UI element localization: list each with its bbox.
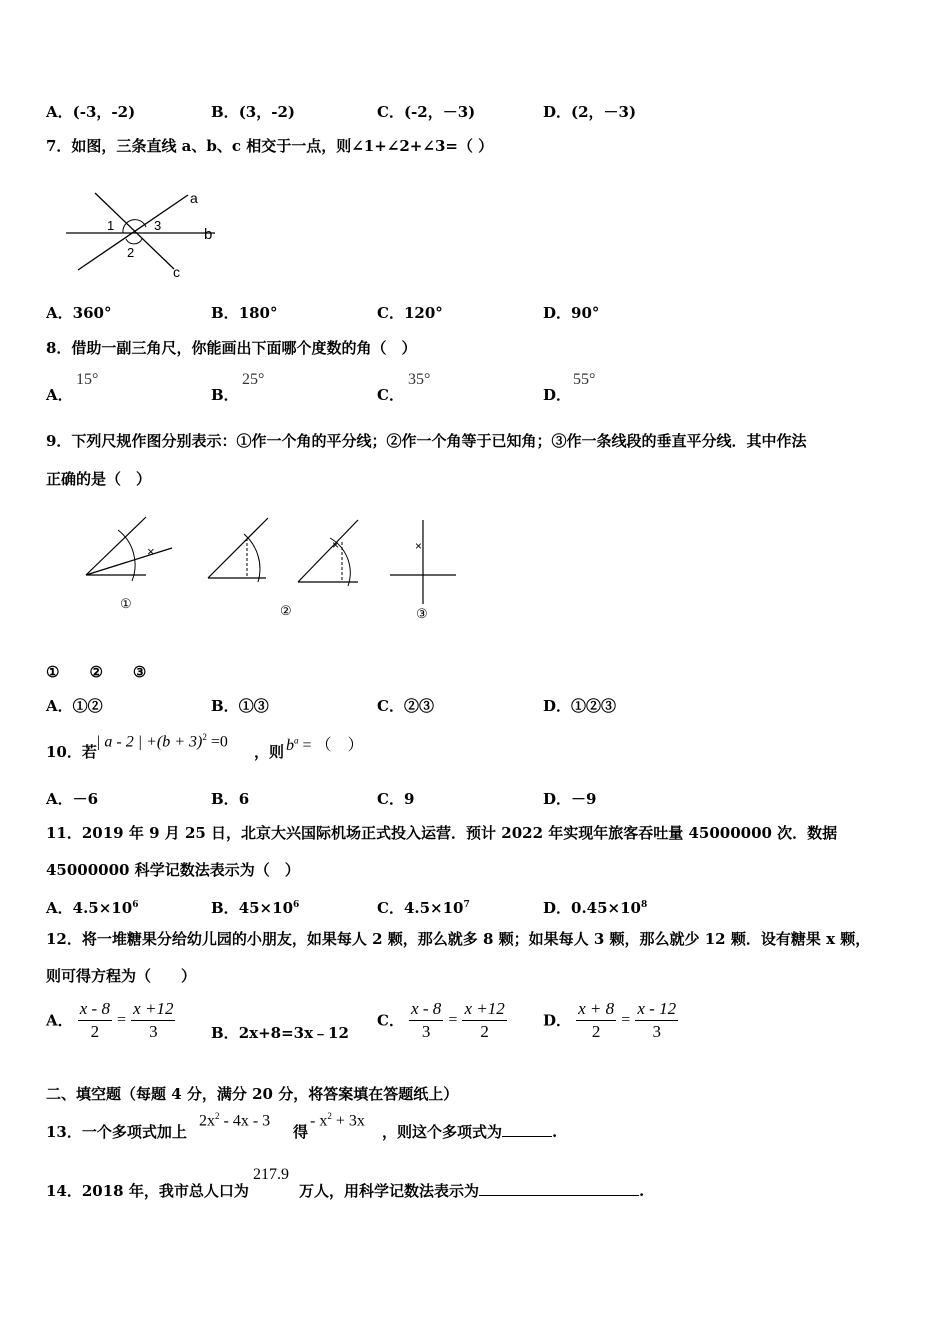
q10-prefix: 10．若 [46,743,97,761]
q7-option-d: D．90° [543,304,600,322]
q10-option-b: B．6 [211,790,250,808]
q12-option-a: A． $\frac{x - 8}{2}$ = $\frac{x +12}{3}$ [46,999,174,1041]
q9-stem-line1: 9．下列尺规作图分别表示：①作一个角的平分线；②作一个角等于已知角；③作一条线段的垂直平分线．其中作法 [46,432,807,450]
q11-stem-line2: 45000000 科学记数法表示为（ ） [46,861,300,879]
q9-figure-3 [390,520,456,621]
q10-option-d: D．－9 [543,790,597,808]
q9-marks: ① ② ③ [46,663,147,681]
q9-figure-2a [208,518,268,582]
q8-option-b-value: 25° [242,371,265,388]
q11-stem-line1: 11．2019 年 9 月 25 日，北京大兴国际机场正式投入运营．预计 2022 年实现年旅客吞吐量 45000000 次．数据 [46,824,838,842]
q11-option-b: B．$45\times 10^6$ [211,899,300,917]
q10-option-a: A．－6 [46,790,99,808]
q13-mid: 得 [293,1123,309,1141]
q11-option-a: A．$4.5\times 10^6$ [46,899,139,917]
label-1: 1 [107,218,115,233]
svg-text:×: × [332,538,340,552]
q10-equation: | a - 2 | $+(b + 3)^2 =0$ [96,732,228,751]
q8-option-a-value: 15° [76,371,99,388]
q7-option-a: A．360° [46,304,112,322]
q13-prefix: 13．一个多项式加上 [46,1123,187,1141]
q7-figure [60,185,230,285]
svg-text:×: × [415,539,423,553]
q12-stem-line1: 12．将一堆糖果分给幼儿园的小朋友，如果每人 2 颗，那么就多 8 颗；如果每人 3 颗，那么就少 12 颗．设有糖果 x 颗， [46,930,871,948]
q8-option-a-letter: A． [46,386,73,404]
q6-option-d: D．(2，－3) [543,103,637,121]
q12-option-d: D． $\frac{x + 8}{2}$ = $\frac{x - 12}{3}$ [543,999,677,1041]
q7-stem: 7．如图，三条直线 a、b、c 相交于一点，则∠1+∠2+∠3=（ ） [46,137,494,155]
svg-text:①: ① [120,596,132,611]
q13-expr1: $2x^2 - 4x - 3$ [199,1111,271,1130]
label-b: b [204,226,213,243]
section2-title: 二、填空题（每题 4 分，满分 20 分，将答案填在答题纸上） [46,1085,459,1103]
q9-option-b: B．①③ [211,697,269,715]
q9-figure-1 [86,517,172,611]
q8-option-c-letter: C． [377,386,404,404]
q7-option-c: C．120° [377,304,443,322]
q10-power: $b^a$ = （ ） [286,735,364,754]
q7-option-b: B．180° [211,304,278,322]
svg-text:×: × [147,544,155,559]
q14-value: 217.9 [253,1166,289,1183]
q6-option-b: B．(3，-2) [211,103,295,121]
label-3: 3 [154,218,162,233]
q11-option-d: D．$0.45\times 10^8$ [543,899,648,917]
q12-stem-line2: 则可得方程为（ ） [46,967,197,985]
q9-option-d: D．①②③ [543,697,617,715]
q9-figure-2b [280,520,358,618]
q12-option-b: B．2x+8=3x﹣12 [211,1024,349,1042]
angle-arc-2 [126,239,142,244]
q9-figure [80,512,470,627]
svg-text:③: ③ [416,606,428,621]
q14-answer-blank[interactable] [479,1195,639,1196]
q8-option-d-letter: D． [543,386,572,404]
q8-option-c-value: 35° [408,371,431,388]
q9-stem-line2: 正确的是（ ） [46,470,152,488]
q14-prefix: 14．2018 年，我市总人口为 [46,1182,249,1200]
q8-stem: 8．借助一副三角尺，你能画出下面哪个度数的角（ ） [46,339,417,357]
q12-option-c: C． $\frac{x - 8}{3}$ = $\frac{x +12}{2}$ [377,999,505,1041]
q6-option-c: C．(-2，－3) [377,103,476,121]
q13-answer-blank[interactable] [502,1136,552,1137]
svg-text:②: ② [280,603,292,618]
q8-option-d-value: 55° [573,371,596,388]
q8-option-b-letter: B． [211,386,239,404]
q9-option-a: A．①② [46,697,103,715]
q11-option-c: C．$4.5\times 10^7$ [377,899,470,917]
q10-option-c: C．9 [377,790,415,808]
q14-suffix: 万人，用科学记数法表示为 . [299,1182,645,1200]
label-c: c [173,264,180,280]
q6-option-a: A．(-3，-2) [46,103,136,121]
q13-suffix: ，则这个多项式为 . [382,1123,558,1141]
q9-option-c: C．②③ [377,697,434,715]
label-a: a [190,190,198,206]
q10-mid: ，则 [254,743,285,761]
label-2: 2 [127,245,135,260]
q13-expr2: - $x^2 + 3x$ [310,1111,365,1130]
